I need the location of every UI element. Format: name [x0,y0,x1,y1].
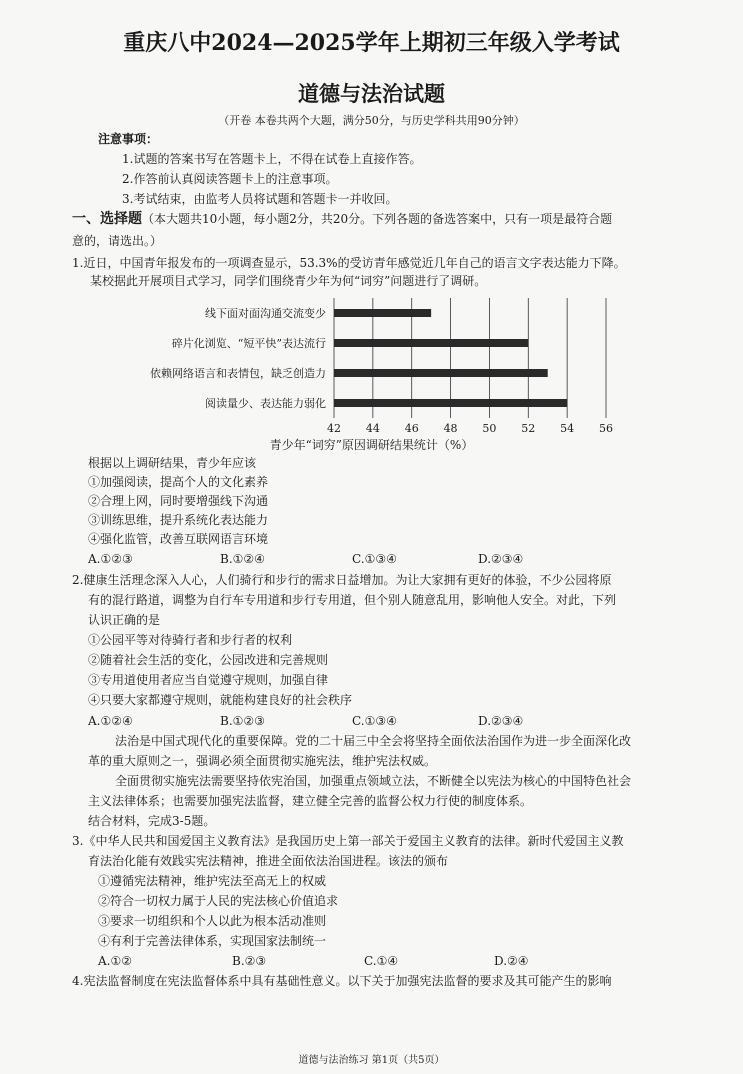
q3-option-c: C.①④ [364,954,399,968]
material-para: 法治是中国式现代化的重要保障。党的二十届三中全会将坚持全面依法治国作为进一步全面深化改 [115,734,632,748]
q3-option-b: B.②③ [232,954,267,968]
notice-item: 2.作答前认真阅读答题卡上的注意事项。 [122,172,338,186]
q2-option-a: A.①②④ [88,714,133,728]
q1-item: ③训练思维，提升系统化表达能力 [88,513,269,527]
x-tick-label: 54 [560,422,575,435]
q2-item: ③专用道使用者应当自觉遵守规则，加强自律 [88,673,329,687]
section-header [72,210,612,228]
x-tick-label: 56 [599,422,613,435]
bar [334,399,567,407]
q2-item: ①公园平等对待骑行者和步行者的权利 [88,633,293,647]
q3-option-d: D.②④ [494,954,529,968]
q3-stem: 3.《中华人民共和国爱国主义教育法》是我国历史上第一部关于爱国主义教育的法律。新时代爱国主义教 [72,834,624,848]
section-desc: （本大题共10小题，每小题2分，共20分。下列各题的备选答案中，只有一项是最符合题 [142,212,613,226]
x-tick-label: 52 [521,422,536,435]
category-label: 阅读量少、表达能力弱化 [205,397,326,410]
category-label: 依赖网络语言和表情包，缺乏创造力 [150,367,326,380]
q1-option-d: D.②③④ [478,552,524,566]
q3-item: ②符合一切权力属于人民的宪法核心价值追求 [98,894,339,908]
x-tick-label: 48 [443,422,458,435]
q2-stem: 2.健康生活理念深入人心，人们骑行和步行的需求日益增加。为让大家拥有更好的体验，不少公园将原 [72,573,612,587]
q3-item: ④有利于完善法律体系，实现国家法制统一 [98,934,327,948]
page-footer: 道德与法治练习 第1页（共5页） [298,1055,445,1066]
q1-option-a: A.①②③ [88,552,133,566]
x-tick-label: 44 [365,422,380,435]
material-para-cont: 主义法律体系；也需要加强宪法监督，建立健全完善的监督公权力行使的制度体系。 [88,794,533,808]
exam-note: （开卷 本卷共两个大题，满分50分，与历史学科共用90分钟） [218,114,525,127]
material-instruction: 结合材料，完成3-5题。 [88,814,216,828]
q2-item: ④只要大家都遵守规则，就能构建良好的社会秩序 [88,693,353,707]
q2-option-b: B.①②③ [220,714,265,728]
q1-item: ①加强阅读，提高个人的文化素养 [88,475,269,489]
q3-option-a: A.①② [98,954,132,968]
bar [334,369,548,377]
q3-item: ①遵循宪法精神，维护宪法至高无上的权威 [98,874,327,888]
bar [334,309,431,317]
subject-title: 道德与法治试题 [298,81,445,106]
material-para-cont: 革的重大原则之一，强调必须全面贯彻实施宪法，维护宪法权威。 [88,754,437,768]
q2-option-d: D.②③④ [478,714,524,728]
q4-stem: 4.宪法监督制度在宪法监督体系中具有基础性意义。以下关于加强宪法监督的要求及其可能产生的影响 [72,974,612,988]
q1-bar-chart [70,296,670,456]
q1-option-b: B.①②④ [220,552,265,566]
q1-lead: 根据以上调研结果，青少年应该 [88,456,257,470]
q1-item: ②合理上网，同时要增强线下沟通 [88,494,269,508]
section-label: 一、选择题 [72,211,142,227]
q1-stem: 1.近日，中国青年报发布的一项调查显示，53.3%的受访青年感觉近几年自己的语言文字表达能力下降。 [72,256,626,270]
q2-option-c: C.①③④ [352,714,397,728]
exam-title: 重庆八中2024—2025学年上期初三年级入学考试 [123,30,620,56]
category-label: 线下面对面沟通交流变少 [205,307,326,320]
x-tick-label: 50 [482,422,497,435]
q2-stem-cont: 有的混行路道，调整为自行车专用道和步行专用道，但个别人随意乱用，影响他人安全。对此，下列 [88,593,617,607]
q2-stem-cont: 认识正确的是 [88,613,161,627]
x-tick-label: 46 [404,422,419,435]
notice-item: 1.试题的答案书写在答题卡上，不得在试卷上直接作答。 [122,152,422,166]
q2-item: ②随着社会生活的变化，公园改进和完善规则 [88,653,329,667]
q3-item: ③要求一切组织和个人以此为根本活动准则 [98,914,327,928]
chart-caption: 青少年“词穷”原因调研结果统计（%） [269,438,474,452]
material-para: 全面贯彻实施宪法需要坚持依宪治国，加强重点领域立法，不断健全以宪法为核心的中国特色社会 [115,774,632,788]
category-label: 碎片化浏览、“短平快”表达流行 [171,337,326,350]
q3-stem-cont: 育法治化能有效践实宪法精神，推进全面依法治国进程。该法的颁布 [88,854,449,868]
x-tick-label: 42 [327,422,341,435]
q1-option-c: C.①③④ [352,552,397,566]
q1-stem-cont: 某校据此开展项目式学习，同学们围绕青少年为何“词穷”问题进行了调研。 [90,274,487,288]
section-desc-cont: 意的，请选出。） [72,234,163,248]
notice-label: 注意事项： [98,132,159,146]
notice-item: 3.考试结束，由监考人员将试题和答题卡一并收回。 [122,192,398,206]
q1-item: ④强化监管，改善互联网语言环境 [88,532,269,546]
bar [334,339,528,347]
